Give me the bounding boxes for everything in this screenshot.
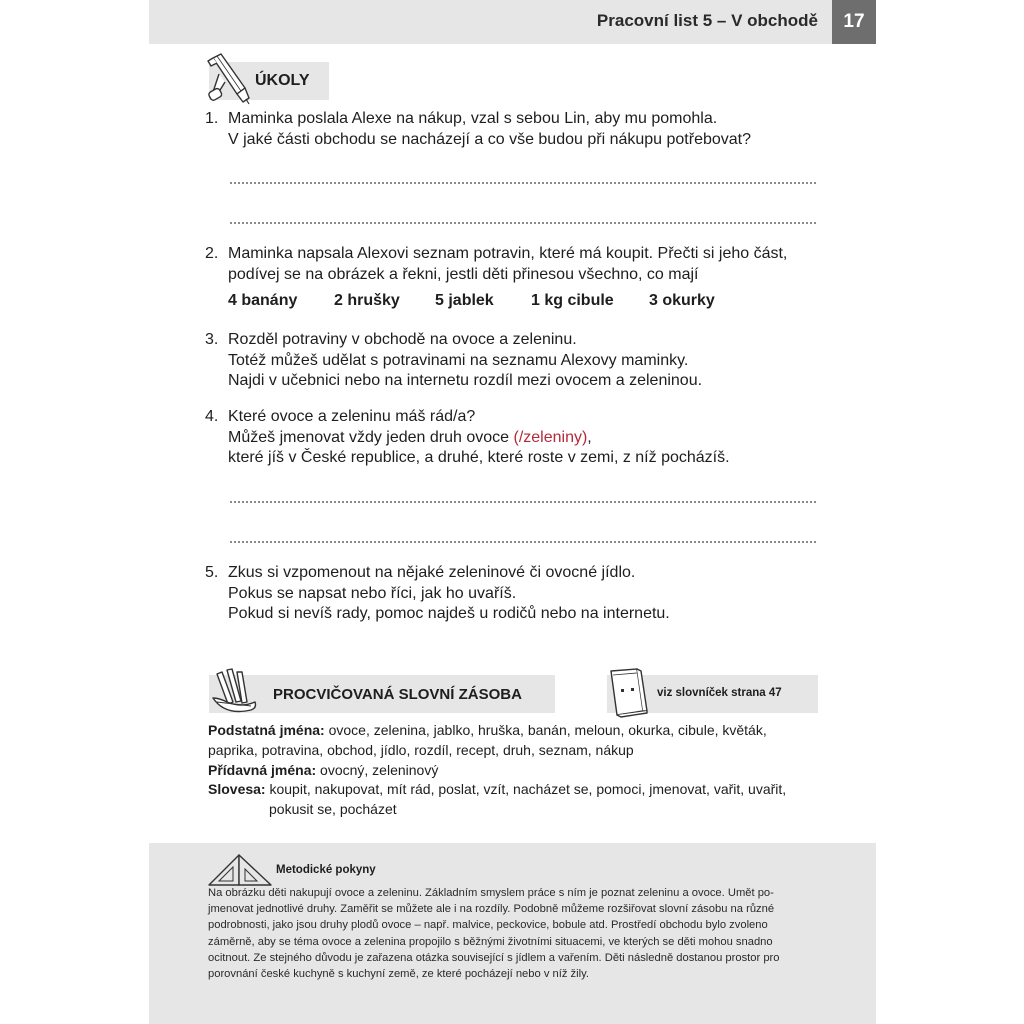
task-text-line: Pokud si nevíš rady, pomoc najdeš u rodičů nebo na internetu. <box>228 605 670 622</box>
methodology-line: záměrně, aby se téma ovoce a zelenina propojilo s běžnými životními situacemi, ve kterých se děti mohou snadno <box>208 935 773 948</box>
task-number: 4. <box>205 408 219 425</box>
vocab-reference: viz slovníček strana 47 <box>657 687 782 699</box>
vocab-heading: PROCVIČOVANÁ SLOVNÍ ZÁSOBA <box>273 686 522 703</box>
task-number: 2. <box>205 245 219 262</box>
vocab-words: ovoce, zelenina, jablko, hruška, banán, meloun, okurka, cibule, květák, <box>328 722 767 738</box>
shopping-item: 1 kg cibule <box>531 292 614 309</box>
vocab-words: ovocný, zeleninový <box>320 762 439 778</box>
highlighted-text: (/zeleniny) <box>513 428 588 446</box>
task-text-line: Zkus si vzpomenout na nějaké zeleninové či ovocné jídlo. <box>228 564 636 581</box>
vocab-label: Podstatná jména: <box>208 722 325 738</box>
methodology-line: porovnání české kuchyně s kuchyní země, ze které pocházejí nebo v níž žily. <box>208 968 589 981</box>
task-text-line: V jaké části obchodu se nacházejí a co vše budou při nákupu potřebovat? <box>228 130 752 148</box>
task-text-line: Které ovoce a zeleninu máš rád/a? <box>228 408 476 425</box>
methodology-line: podrobnosti, jako jsou druhy plodů ovoce – např. malvice, peckovice, bobule atd. Prostředí obchodu bylo zvoleno <box>208 919 768 932</box>
task-number: 3. <box>205 331 219 348</box>
header-bar <box>149 0 832 44</box>
task-number: 5. <box>205 564 219 581</box>
shopping-item: 5 jablek <box>435 292 494 309</box>
task-text-line: Totéž můžeš udělat s potravinami na seznamu Alexovy maminky. <box>228 351 689 369</box>
shopping-item: 3 okurky <box>649 292 715 309</box>
answer-line[interactable] <box>230 501 816 503</box>
vocab-label: Přídavná jména: <box>208 762 317 778</box>
vocab-verbs <box>208 780 786 800</box>
task-text-line: Rozděl potraviny v obchodě na ovoce a zeleninu. <box>228 331 577 348</box>
task-text-line: podívej se na obrázek a řekni, jestli děti přinesou všechno, co mají <box>228 265 699 283</box>
answer-line[interactable] <box>230 541 816 543</box>
methodology-line: ocitnout. Ze stejného důvodu je zařazena otázka související s jídlem a vařením. Děti následně dostanou prostor pro <box>208 951 780 964</box>
task-text-line <box>228 428 730 449</box>
methodology-text <box>208 885 820 982</box>
task-number: 1. <box>205 110 219 127</box>
answer-line[interactable] <box>230 182 816 184</box>
vocab-words: koupit, nakupovat, mít rád, poslat, vzít, nacházet se, pomoci, jmenovat, vařit, uvařit, <box>269 781 787 797</box>
vocab-label: Slovesa: <box>208 781 266 797</box>
methodology-box <box>149 843 876 1024</box>
worksheet-title: Pracovní list 5 – V obchodě <box>596 11 818 30</box>
answer-line[interactable] <box>230 222 816 224</box>
pencils-icon <box>211 668 261 718</box>
tasks-heading: ÚKOLY <box>255 72 310 89</box>
methodology-line: jmenovat jednotlivé druhy. Zaměřit se můžete ale i na rozdíly. Podobně můžeme rozšiřovat slovní zásobu na různé <box>208 903 775 916</box>
shopping-item: 4 banány <box>228 292 298 309</box>
pen-icon <box>205 52 253 106</box>
task-text: , <box>587 428 592 446</box>
task-text-line: Maminka poslala Alexe na nákup, vzal s sebou Lin, aby mu pomohla. <box>228 110 718 127</box>
page-number: 17 <box>832 0 876 44</box>
shopping-item: 2 hrušky <box>334 292 400 309</box>
methodology-title: Metodické pokyny <box>276 864 376 876</box>
vocab-nouns-cont: paprika, potravina, obchod, jídlo, rozdíl, recept, druh, seznam, nákup <box>208 742 634 758</box>
vocab-verbs-cont: pokusit se, pocházet <box>269 801 397 817</box>
vocab-adjectives <box>208 761 438 781</box>
task-text-line: Maminka napsala Alexovi seznam potravin, které má koupit. Přečti si jeho část, <box>228 245 788 262</box>
task-text: Můžeš jmenovat vždy jeden druh ovoce <box>228 428 514 446</box>
worksheet-page <box>149 0 876 1024</box>
vocab-nouns <box>208 721 767 741</box>
task-text-line: Pokus se napsat nebo říci, jak ho uvaříš. <box>228 584 517 602</box>
task-text-line: Najdi v učebnici nebo na internetu rozdíl mezi ovocem a zeleninou. <box>228 372 703 389</box>
methodology-line: Na obrázku děti nakupují ovoce a zeleninu. Základním smyslem práce s ním je poznat zeleninu a ovoce. Umět po- <box>208 887 774 899</box>
task-text-line: které jíš v České republice, a druhé, které roste v zemi, z níž pocházíš. <box>228 449 730 466</box>
notebook-icon <box>607 667 649 719</box>
